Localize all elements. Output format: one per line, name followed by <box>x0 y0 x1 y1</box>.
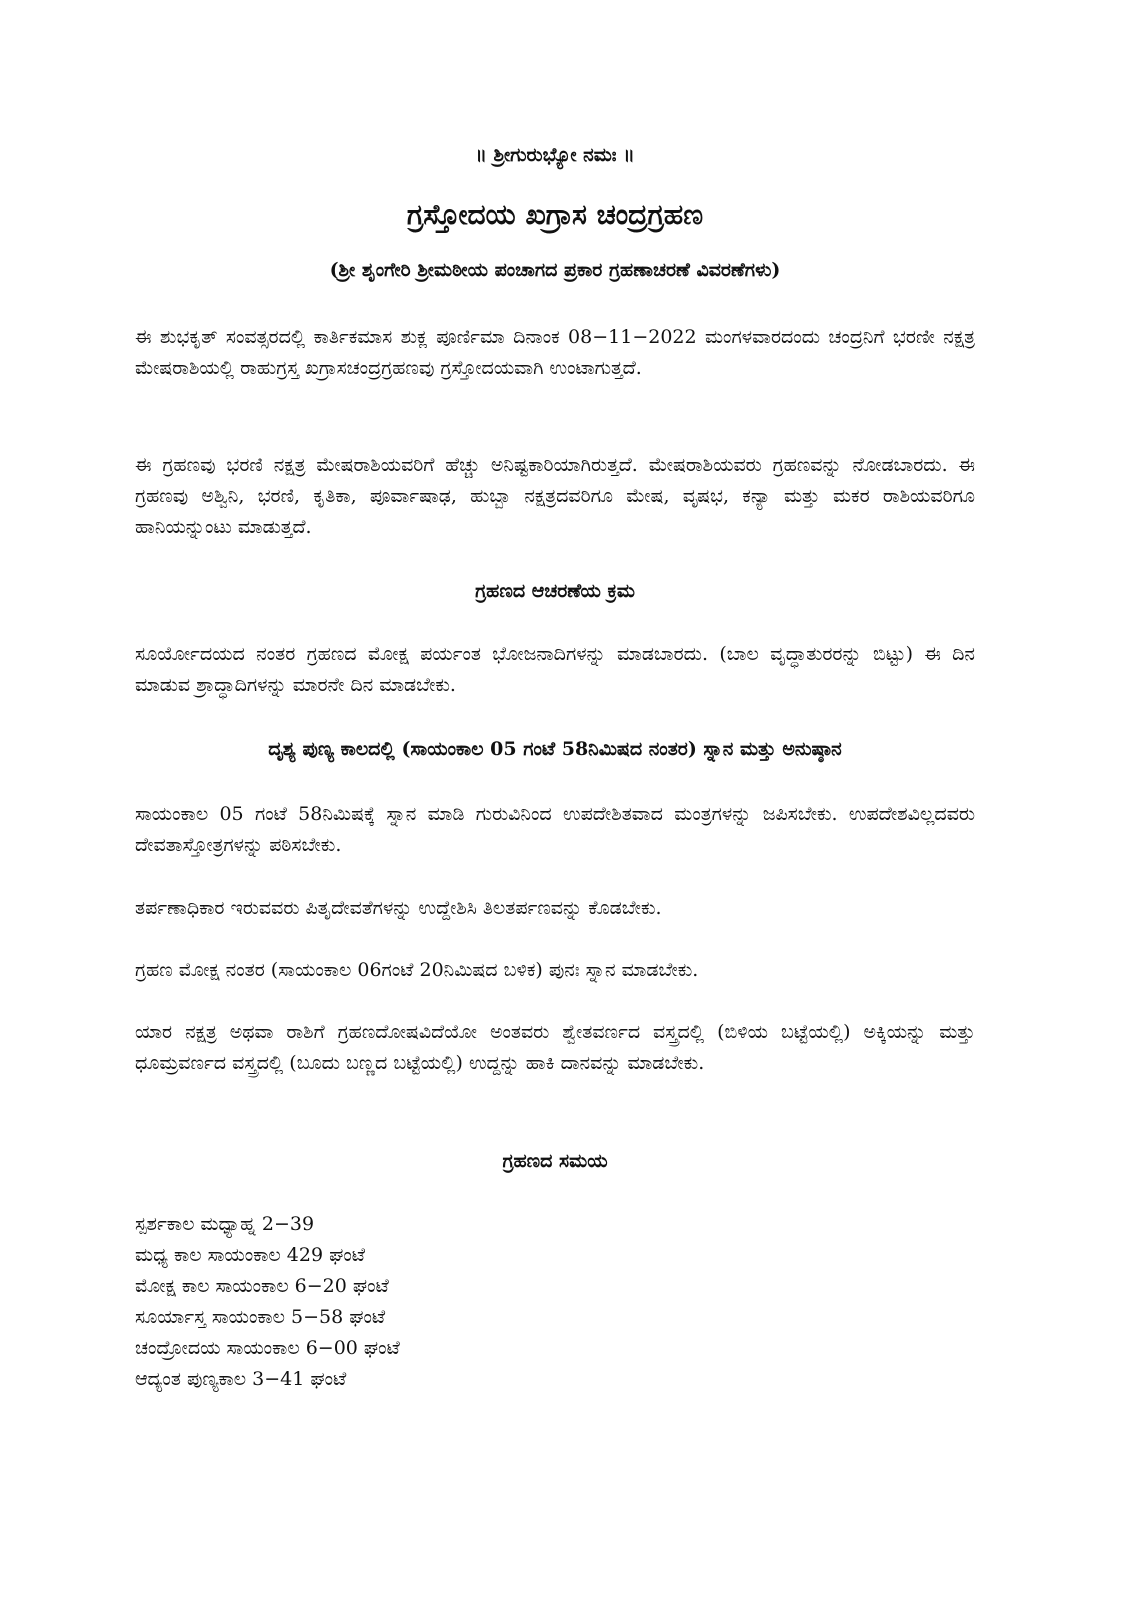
paragraph-moksha-bath: ಗ್ರಹಣ ಮೋಕ್ಷ ನಂತರ (ಸಾಯಂಕಾಲ 06ಗಂಟೆ 20ನಿಮಿಷದ ಬಳಿಕ) ಪುನಃ ಸ್ನಾನ ಮಾಡಬೇಕು. <box>135 959 699 981</box>
paragraph-dana: ಯಾರ ನಕ್ಷತ್ರ ಅಥವಾ ರಾಶಿಗೆ ಗ್ರಹಣದೋಷವಿದೆಯೋ ಅಂತವರು ಶ್ವೇತವರ್ಣದ ವಸ್ತ್ರದಲ್ಲಿ (ಬಿಳಿಯ ಬಟ್ಟೆಯಲ್ಲಿ) ಅಕ್ಕಿಯನ್ನು ಮತ್ತು ಧೂಮ್ರವರ್ಣದ ವಸ್ತ್ರದಲ್ಲಿ (ಬೂದು ಬಣ್ಣದ ಬಟ್ಟೆಯಲ್ಲಿ) ಉದ್ದನ್ನು ಹಾಕಿ ದಾನವನ್ನು ಮಾಡಬೇಕು. <box>135 1021 975 1074</box>
section-heading-observance: ಗ್ರಹಣದ ಆಚರಣೆಯ ಕ್ರಮ <box>475 580 635 602</box>
timing-item: ಆದ್ಯಂತ ಪುಣ್ಯಕಾಲ 3−41 ಘಂಟೆ <box>135 1368 347 1390</box>
paragraph-japa: ಸಾಯಂಕಾಲ 05 ಗಂಟೆ 58ನಿಮಿಷಕ್ಕೆ ಸ್ನಾನ ಮಾಡಿ ಗುರುವಿನಿಂದ ಉಪದೇಶಿತವಾದ ಮಂತ್ರಗಳನ್ನು ಜಪಿಸಬೇಕು. ಉಪದೇಶವಿಲ್ಲದವರು ದೇವತಾಸ್ತೋತ್ರಗಳನ್ನು ಪಠಿಸಬೇಕು. <box>135 803 975 856</box>
timings-list <box>135 1209 975 1395</box>
paragraph-intro: ಈ ಶುಭಕೃತ್ ಸಂವತ್ಸರದಲ್ಲಿ ಕಾರ್ತಿಕಮಾಸ ಶುಕ್ಲ ಪೂರ್ಣಿಮಾ ದಿನಾಂಕ 08−11−2022 ಮಂಗಳವಾರದಂದು ಚಂದ್ರನಿಗೆ ಭರಣೀ ನಕ್ಷತ್ರ ಮೇಷರಾಶಿಯಲ್ಲಿ ರಾಹುಗ್ರಸ್ತ ಖಗ್ರಾಸಚಂದ್ರಗ್ರಹಣವು ಗ್ರಸ್ತೋದಯವಾಗಿ ಉಂಟಾಗುತ್ತದೆ. <box>135 326 975 379</box>
paragraph-tarpana: ತರ್ಪಣಾಧಿಕಾರ ಇರುವವರು ಪಿತೃದೇವತೆಗಳನ್ನು ಉದ್ದೇಶಿಸಿ ತಿಲತರ್ಪಣವನ್ನು ಕೊಡಬೇಕು. <box>135 897 662 919</box>
timing-item: ಚಂದ್ರೋದಯ ಸಾಯಂಕಾಲ 6−00 ಘಂಟೆ <box>135 1337 400 1359</box>
timing-item: ಮಧ್ಯ ಕಾಲ ಸಾಯಂಕಾಲ 429 ಘಂಟೆ <box>135 1244 365 1266</box>
section-heading-timings: ಗ್ರಹಣದ ಸಮಯ <box>502 1150 608 1172</box>
paragraph-fasting: ಸೂರ್ಯೋದಯದ ನಂತರ ಗ್ರಹಣದ ಮೋಕ್ಷ ಪರ್ಯಂತ ಭೋಜನಾದಿಗಳನ್ನು ಮಾಡಬಾರದು. (ಬಾಲ ವೃದ್ಧಾತುರರನ್ನು ಬಿಟ್ಟು) ಈ ದಿನ ಮಾಡುವ ಶ್ರಾದ್ಧಾದಿಗಳನ್ನು ಮಾರನೇ ದಿನ ಮಾಡಬೇಕು. <box>135 643 975 696</box>
invocation: ॥ ಶ್ರೀಗುರುಭ್ಯೋ ನಮಃ ॥ <box>475 144 635 166</box>
section-heading-bath: ದೃಶ್ಯ ಪುಣ್ಯ ಕಾಲದಲ್ಲಿ (ಸಾಯಂಕಾಲ 05 ಗಂಟೆ 58ನಿಮಿಷದ ನಂತರ) ಸ್ನಾನ ಮತ್ತು ಅನುಷ್ಠಾನ <box>268 738 842 760</box>
timing-item: ಸ್ಪರ್ಶಕಾಲ ಮಧ್ಯಾಹ್ನ 2−39 <box>135 1213 315 1235</box>
subtitle: (ಶ್ರೀ ಶೃಂಗೇರಿ ಶ್ರೀಮಠೀಯ ಪಂಚಾಗದ ಪ್ರಕಾರ ಗ್ರಹಣಾಚರಣೆ ವಿವರಣೆಗಳು) <box>329 259 781 281</box>
timing-item: ಸೂರ್ಯಾಸ್ತ ಸಾಯಂಕಾಲ 5−58 ಘಂಟೆ <box>135 1306 386 1328</box>
paragraph-effects: ಈ ಗ್ರಹಣವು ಭರಣಿ ನಕ್ಷತ್ರ ಮೇಷರಾಶಿಯವರಿಗೆ ಹೆಚ್ಚು ಅನಿಷ್ಟಕಾರಿಯಾಗಿರುತ್ತದೆ. ಮೇಷರಾಶಿಯವರು ಗ್ರಹಣವನ್ನು ನೋಡಬಾರದು. ಈ ಗ್ರಹಣವು ಅಶ್ವಿನಿ, ಭರಣಿ, ಕೃತಿಕಾ, ಪೂರ್ವಾಷಾಢ, ಹುಬ್ಬಾ ನಕ್ಷತ್ರದವರಿಗೂ ಮೇಷ, ವೃಷಭ, ಕನ್ಯಾ ಮತ್ತು ಮಕರ ರಾಶಿಯವರಿಗೂ ಹಾನಿಯನ್ನುಂಟು ಮಾಡುತ್ತದೆ. <box>135 454 975 538</box>
timing-item: ಮೋಕ್ಷ ಕಾಲ ಸಾಯಂಕಾಲ 6−20 ಘಂಟೆ <box>135 1275 389 1297</box>
page-title: ಗ್ರಸ್ತೋದಯ ಖಗ್ರಾಸ ಚಂದ್ರಗ್ರಹಣ <box>406 198 704 231</box>
